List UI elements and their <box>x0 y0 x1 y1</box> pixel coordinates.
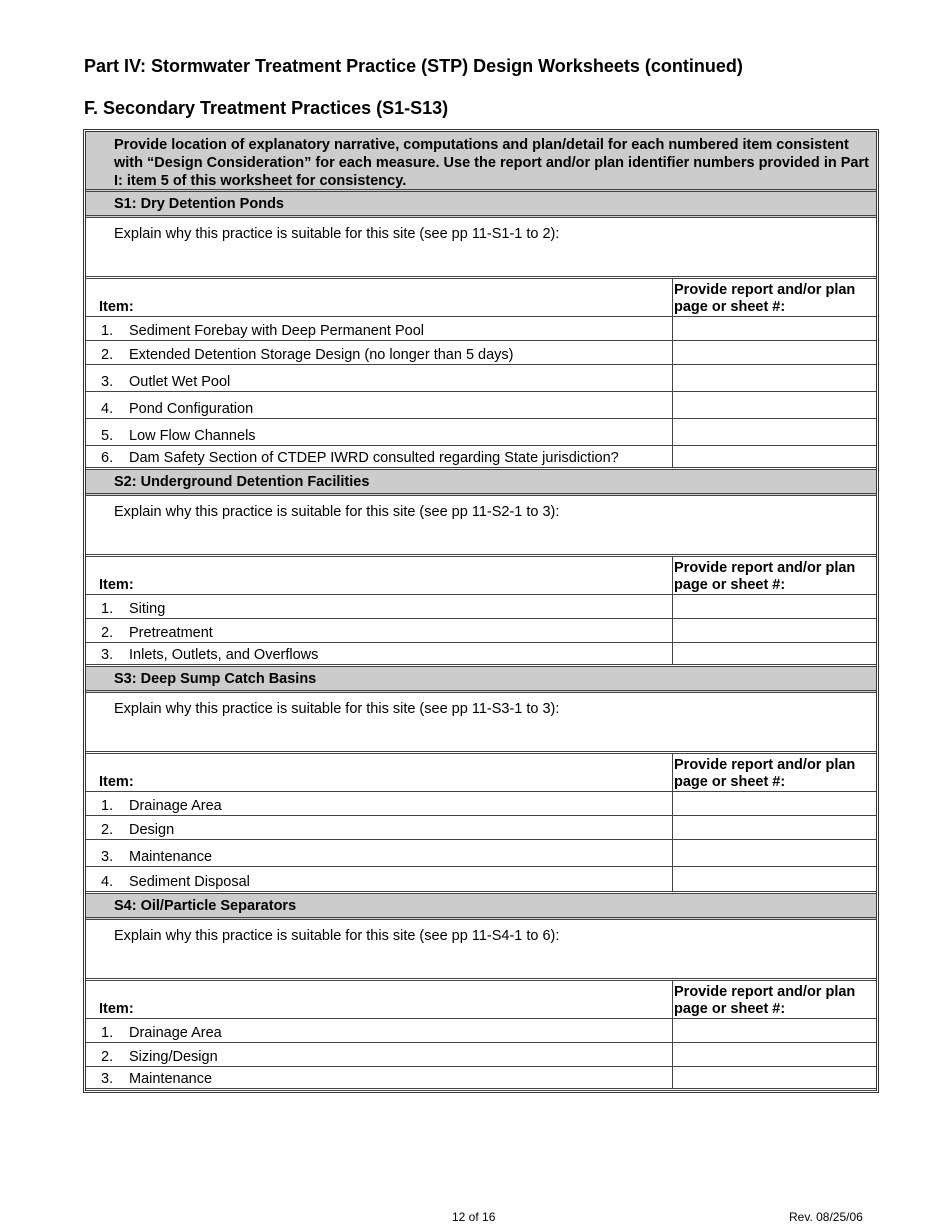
page-reference-field[interactable] <box>674 1067 876 1088</box>
item-number: 4. <box>101 874 114 890</box>
page-reference-field[interactable] <box>674 840 876 866</box>
section-heading: S1: Dry Detention Ponds <box>86 192 876 218</box>
item-label <box>101 1071 212 1087</box>
explain-row: Explain why this practice is suitable for this site (see pp 11-S1-1 to 2): <box>86 218 876 279</box>
provide-column-header-cell <box>674 754 876 791</box>
item-row <box>86 1019 876 1043</box>
page-reference-field[interactable] <box>674 446 876 467</box>
items-header-row <box>86 754 876 792</box>
item-number: 1. <box>101 323 114 339</box>
item-text: Maintenance <box>129 1071 213 1087</box>
item-number: 6. <box>101 450 114 466</box>
item-column-header: Item: <box>99 774 134 790</box>
page-reference-field[interactable] <box>674 419 876 445</box>
item-text: Low Flow Channels <box>129 428 256 444</box>
page-reference-field[interactable] <box>674 317 876 340</box>
item-label <box>101 849 212 865</box>
item-text: Sediment Disposal <box>129 874 250 890</box>
item-cell <box>86 419 673 445</box>
provide-column-header-cell <box>674 557 876 594</box>
item-number: 3. <box>101 647 114 663</box>
item-row <box>86 365 876 392</box>
item-column-header-cell <box>86 754 673 791</box>
revision-date: Rev. 08/25/06 <box>789 1210 863 1224</box>
item-number: 5. <box>101 428 114 444</box>
provide-column-header: Provide report and/or plan page or sheet #: <box>674 560 856 593</box>
item-label <box>101 374 230 390</box>
item-number: 3. <box>101 374 114 390</box>
item-label <box>101 401 253 417</box>
item-row <box>86 341 876 365</box>
page-reference-field[interactable] <box>674 792 876 815</box>
item-label <box>101 1049 218 1065</box>
item-cell <box>86 816 673 839</box>
item-label <box>101 874 250 890</box>
item-column-header: Item: <box>99 577 134 593</box>
item-number: 1. <box>101 601 114 617</box>
item-text: Maintenance <box>129 849 213 865</box>
item-text: Pretreatment <box>129 625 213 641</box>
item-column-header: Item: <box>99 299 134 315</box>
item-row <box>86 317 876 341</box>
provide-column-header: Provide report and/or plan page or sheet #: <box>674 984 856 1017</box>
item-text: Drainage Area <box>129 798 222 814</box>
item-cell <box>86 1043 673 1066</box>
item-number: 2. <box>101 625 114 641</box>
page-number: 12 of 16 <box>452 1210 496 1224</box>
item-label <box>101 798 222 814</box>
page-reference-field[interactable] <box>674 619 876 642</box>
explain-row: Explain why this practice is suitable for this site (see pp 11-S2-1 to 3): <box>86 496 876 557</box>
section-title: F. Secondary Treatment Practices (S1-S13) <box>84 98 449 118</box>
item-label <box>101 428 256 444</box>
item-cell <box>86 840 673 866</box>
item-text: Drainage Area <box>129 1025 222 1041</box>
item-number: 3. <box>101 849 114 865</box>
item-number: 4. <box>101 401 114 417</box>
item-text: Extended Detention Storage Design (no longer than 5 days) <box>129 347 514 363</box>
page-reference-field[interactable] <box>674 341 876 364</box>
provide-column-header: Provide report and/or plan page or sheet #: <box>674 757 856 790</box>
page-reference-field[interactable] <box>674 595 876 618</box>
item-row <box>86 643 876 667</box>
item-label <box>101 323 424 339</box>
item-row <box>86 619 876 643</box>
item-label <box>101 450 619 466</box>
section-heading: S3: Deep Sump Catch Basins <box>86 667 876 693</box>
items-header-row <box>86 279 876 317</box>
item-row <box>86 446 876 470</box>
item-text: Sizing/Design <box>129 1049 218 1065</box>
item-column-header-cell <box>86 981 673 1018</box>
item-text: Sediment Forebay with Deep Permanent Pool <box>129 323 424 339</box>
item-cell <box>86 595 673 618</box>
item-row <box>86 392 876 419</box>
item-number: 2. <box>101 1049 114 1065</box>
item-cell <box>86 792 673 815</box>
page-reference-field[interactable] <box>674 1043 876 1066</box>
item-column-header-cell <box>86 557 673 594</box>
item-text: Pond Configuration <box>129 401 254 417</box>
item-column-header: Item: <box>99 1001 134 1017</box>
item-row <box>86 792 876 816</box>
item-number: 2. <box>101 822 114 838</box>
item-row <box>86 816 876 840</box>
item-cell <box>86 446 673 467</box>
provide-column-header-cell <box>674 279 876 316</box>
page-reference-field[interactable] <box>674 867 876 891</box>
explain-row: Explain why this practice is suitable for this site (see pp 11-S4-1 to 6): <box>86 920 876 981</box>
item-label <box>101 647 318 663</box>
intro-instructions: Provide location of explanatory narrative, computations and plan/detail for each numbered item consistent with “Design Consideration” for each measure. Use the report and/or plan identifier numbers provided in Part I: item 5 of this worksheet for consistency. <box>86 132 876 192</box>
page-reference-field[interactable] <box>674 392 876 418</box>
worksheet-table <box>83 129 879 1093</box>
item-row <box>86 1043 876 1067</box>
part-title: Part IV: Stormwater Treatment Practice (STP) Design Worksheets (continued) <box>84 56 743 76</box>
section-heading: S2: Underground Detention Facilities <box>86 470 876 496</box>
item-row <box>86 1067 876 1091</box>
items-header-row <box>86 981 876 1019</box>
provide-column-header-cell <box>674 981 876 1018</box>
item-label <box>101 1025 222 1041</box>
explain-row: Explain why this practice is suitable for this site (see pp 11-S3-1 to 3): <box>86 693 876 754</box>
item-row <box>86 595 876 619</box>
item-label <box>101 347 514 363</box>
provide-column-header: Provide report and/or plan page or sheet #: <box>674 282 856 315</box>
item-cell <box>86 1067 673 1088</box>
item-text: Inlets, Outlets, and Overflows <box>129 647 319 663</box>
item-row <box>86 840 876 867</box>
item-label <box>101 601 165 617</box>
item-column-header-cell <box>86 279 673 316</box>
item-row <box>86 867 876 894</box>
item-row <box>86 419 876 446</box>
item-number: 1. <box>101 1025 114 1041</box>
item-number: 1. <box>101 798 114 814</box>
item-cell <box>86 1019 673 1042</box>
item-text: Dam Safety Section of CTDEP IWRD consulted regarding State jurisdiction? <box>129 450 619 466</box>
page-reference-field[interactable] <box>674 365 876 391</box>
item-cell <box>86 365 673 391</box>
item-label <box>101 822 174 838</box>
items-header-row <box>86 557 876 595</box>
item-cell <box>86 867 673 891</box>
item-cell <box>86 643 673 664</box>
item-cell <box>86 392 673 418</box>
item-cell <box>86 619 673 642</box>
page-reference-field[interactable] <box>674 816 876 839</box>
item-text: Outlet Wet Pool <box>129 374 231 390</box>
item-cell <box>86 317 673 340</box>
page-reference-field[interactable] <box>674 643 876 664</box>
page-reference-field[interactable] <box>674 1019 876 1042</box>
item-text: Siting <box>129 601 166 617</box>
item-number: 3. <box>101 1071 114 1087</box>
item-text: Design <box>129 822 175 838</box>
item-number: 2. <box>101 347 114 363</box>
item-cell <box>86 341 673 364</box>
item-label <box>101 625 213 641</box>
section-heading: S4: Oil/Particle Separators <box>86 894 876 920</box>
